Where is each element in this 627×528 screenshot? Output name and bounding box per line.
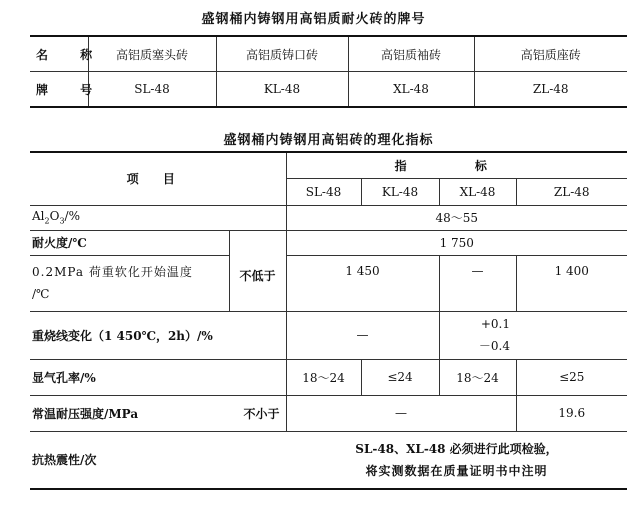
refractoriness-label: 耐火度/℃ [30,230,229,255]
table-row-header1 [30,152,627,178]
reheat-zl [516,311,627,359]
thermal-shock-note [286,431,627,489]
porosity-xl: 18～24 [439,359,516,395]
thermal-shock-label: 抗热震性/次 [30,431,286,489]
cell-grade-zl: ZL-48 [474,72,627,108]
cell-grade-kl: KL-48 [216,72,348,108]
reheat-xl [439,311,516,359]
header-cell-grade: 牌 号 [30,72,88,108]
table-row-refractoriness [30,230,627,255]
not-less-than-label: 不小于 [229,395,286,431]
table1-title: 盛钢桶内铸钢用高铝质耐火砖的牌号 [201,12,426,27]
table2-title: 盛钢桶内铸钢用高铝砖的理化指标 [223,133,434,148]
properties-table [30,151,627,490]
refractoriness-value: 1 750 [286,230,627,255]
softening-label-line2: /℃ [32,287,50,301]
brand-table [30,35,627,108]
strength-label: 常温耐压强度/MPa [30,395,229,431]
table-row-thermal-shock [30,431,627,489]
reheat-xl-minus: －0.4 [478,339,510,353]
table-row-al2o3 [30,205,627,230]
reheat-sl-kl: — [286,311,439,359]
table-row-strength [30,395,627,431]
softening-sl-kl: 1 450 [286,255,439,311]
porosity-kl: ≤24 [361,359,439,395]
grade-header-sl: SL-48 [286,178,361,205]
grade-header-kl: KL-48 [361,178,439,205]
softening-zl: 1 400 [516,255,627,311]
table-row-name [30,36,627,72]
al2o3-value: 48～55 [286,205,627,230]
thermal-shock-note-line2: 将实测数据在质量证明书中注明 [365,463,548,478]
table-row-reheat [30,311,627,359]
grade-header-zl: ZL-48 [516,178,627,205]
reheat-xl-plus: +0.1 [480,317,510,331]
thermal-shock-note-line1: SL-48、XL-48 必须进行此项检验， [355,441,558,456]
cell-name-sleeve: 高铝质袖砖 [348,36,474,72]
table-row-grade [30,72,627,108]
softening-label [30,255,229,311]
porosity-label: 显气孔率/% [30,359,286,395]
strength-sl-xl: — [286,395,516,431]
cell-grade-xl: XL-48 [348,72,474,108]
index-header: 指 标 [286,152,627,178]
not-lower-than-label: 不低于 [229,230,286,311]
softening-xl: — [439,255,516,311]
porosity-sl: 18～24 [286,359,361,395]
softening-label-line1: 0.2MPa 荷重软化开始温度 [32,265,193,279]
header-cell-name: 名 称 [30,36,88,72]
item-header: 项 目 [30,152,286,205]
strength-zl: 19.6 [516,395,627,431]
al2o3-label: $Al_2O_3/\%$ [30,205,286,230]
cell-grade-sl: SL-48 [88,72,216,108]
cell-name-nozzle: 高铝质铸口砖 [216,36,348,72]
table-row-softening [30,255,627,311]
reheat-label: 重烧线变化（1 450℃，2h）/% [30,311,286,359]
table-row-porosity [30,359,627,395]
cell-name-seat: 高铝质座砖 [474,36,627,72]
porosity-zl: ≤25 [516,359,627,395]
cell-name-stopper: 高铝质塞头砖 [88,36,216,72]
grade-header-xl: XL-48 [439,178,516,205]
